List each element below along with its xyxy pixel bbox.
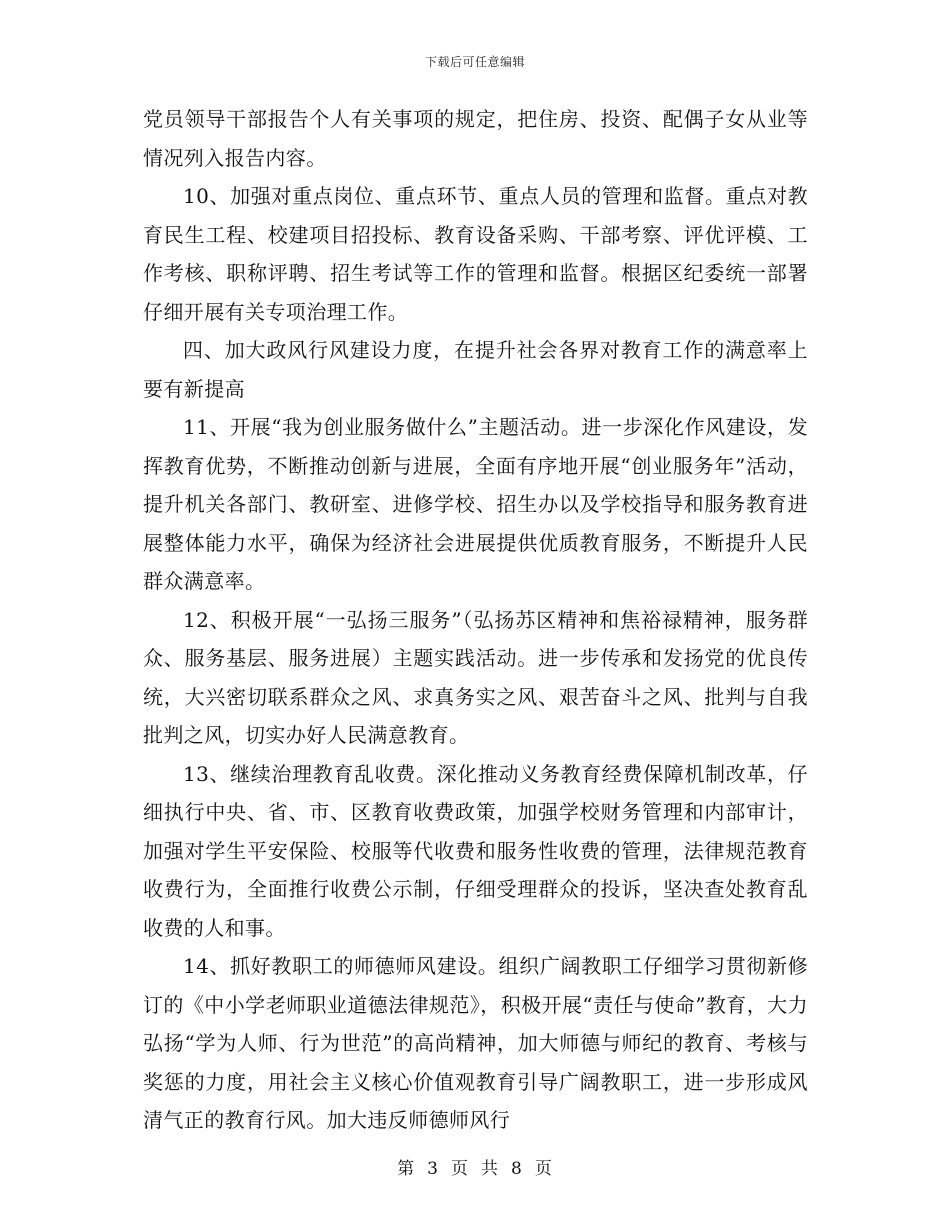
document-body: [143, 100, 808, 1140]
paragraph-item-13: 13、继续治理教育乱收费。深化推动义务教育经费保障机制改革，仔细执行中央、省、市、区教育收费政策，加强学校财务管理和内部审计，加强对学生平安保险、校服等代收费和服务性收费的管理，法律规范教育收费行为，全面推行收费公示制，仔细受理群众的投诉，坚决查处教育乱收费的人和事。: [143, 761, 808, 940]
page-header: 下载后可任意编辑: [424, 55, 525, 69]
footer-label-end: 页: [534, 1159, 553, 1179]
paragraph-item-10: 10、加强对重点岗位、重点环节、重点人员的管理和监督。重点对教育民生工程、校建项目招投标、教育设备采购、干部考察、评优评模、工作考核、职称评聘、招生考试等工作的管理和监督。根据区纪委统一部署仔细开展有关专项治理工作。: [143, 184, 808, 324]
footer-label-of: 页: [451, 1159, 469, 1179]
paragraph-item-11: 11、开展“我为创业服务做什么”主题活动。进一步深化作风建设，发挥教育优势，不断推动创新与进展，全面有序地开展“创业服务年”活动，提升机关各部门、教研室、进修学校、招生办以及学校指导和服务教育进展整体能力水平，确保为经济社会进展提供优质教育服务，不断提升人民群众满意率。: [143, 415, 808, 593]
footer-label-page: 第: [397, 1159, 416, 1179]
footer-label-total: 共: [481, 1159, 499, 1179]
section-heading-4: 四、加大政风行风建设力度，在提升社会各界对教育工作的满意率上要有新提高: [143, 338, 808, 401]
paragraph-continuation: 党员领导干部报告个人有关事项的规定，把住房、投资、配偶子女从业等情况列入报告内容。: [143, 107, 808, 170]
paragraph-item-14: 14、抓好教职工的师德师风建设。组织广阔教职工仔细学习贯彻新修订的《中小学老师职业道德法律规范》，积极开展“责任与使命”教育，大力弘扬“学为人师、行为世范”的高尚精神，加大师德与师纪的教育、考核与奖惩的力度，用社会主义核心价值观教育引导广阔教职工，进一步形成风清气正的教育行风。加大违反师德师风行: [143, 954, 808, 1132]
footer-total-pages: 8: [511, 1159, 523, 1179]
paragraph-item-12: 12、积极开展“一弘扬三服务”（弘扬苏区精神和焦裕禄精神，服务群众、服务基层、服务进展）主题实践活动。进一步传承和发扬党的优良传统，大兴密切联系群众之风、求真务实之风、艰苦奋斗之风、批判与自我批判之风，切实办好人民满意教育。: [143, 607, 808, 747]
page-footer: [0, 1154, 950, 1179]
footer-current-page: 3: [427, 1159, 439, 1179]
